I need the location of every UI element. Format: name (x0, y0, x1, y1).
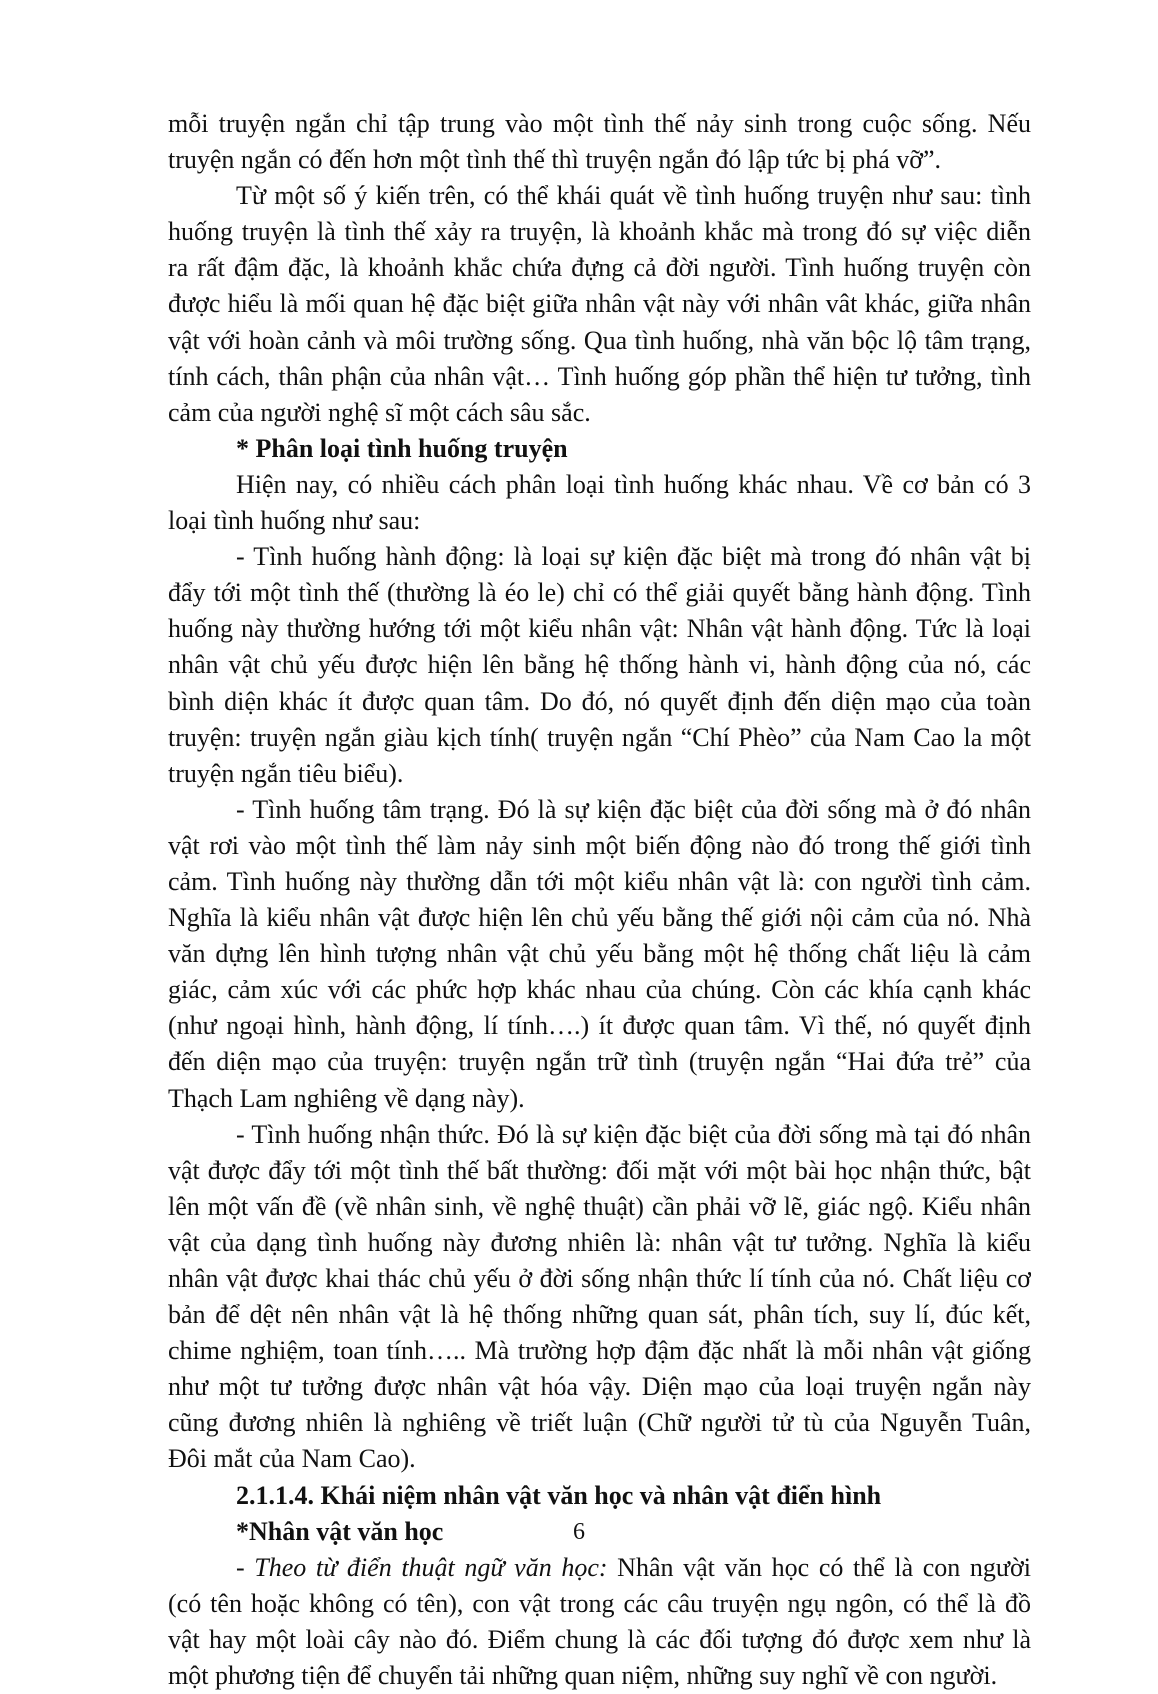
subsection-heading: *Nhân vật văn học (236, 1516, 444, 1546)
paragraph-line: truyện ngắn có đến hơn một tình thế thì truyện ngắn đó lập tức bị phá vỡ”. (168, 145, 942, 175)
paragraph-line: cảm. Tình huống này thường dẫn tới một kiểu nhân vật là: con người tình cảm. (168, 866, 1031, 896)
paragraph-line: Đôi mắt của Nam Cao). (168, 1444, 416, 1474)
paragraph-line: nhân vật được khai thác chủ yếu ở đời sống nhận thức lí tính của nó. Chất liệu cơ (168, 1264, 1031, 1293)
definition-text: Nhân vật văn học có thể là con người (617, 1552, 1031, 1582)
paragraph-line: huống này thường hướng tới một kiểu nhân vật: Nhân vật hành động. Tức là loại (168, 614, 1031, 644)
paragraph-line: Nghĩa là kiểu nhân vật được hiện lên chủ yếu bằng thế giới nội cảm của nó. Nhà (168, 903, 1031, 933)
paragraph-line: vật hay một loài cây nào đó. Điểm chung là các đối tượng đó được xem như là (168, 1624, 1031, 1654)
paragraph-line: cảm của người nghệ sĩ một cách sâu sắc. (168, 397, 591, 427)
paragraph-line: tính cách, thân phận của nhân vật… Tình huống góp phần thể hiện tư tưởng, tình (168, 361, 1031, 391)
paragraph-line: - Tình huống tâm trạng. Đó là sự kiện đặc biệt của đời sống mà ở đó nhân (236, 794, 1031, 824)
paragraph-line: văn dựng lên hình tượng nhân vật chủ yếu bằng một hệ thống chất liệu là cảm (168, 939, 1031, 969)
definition-source: Theo từ điển thuật ngữ văn học: (254, 1552, 608, 1582)
paragraph-line: bình diện khác ít được quan tâm. Do đó, nó quyết định đến diện mạo của toàn (168, 686, 1031, 716)
paragraph-line: nhân vật chủ yếu được hiện lên bằng hệ thống hành vi, hành động của nó, các (168, 650, 1031, 680)
paragraph-line: Thạch Lam nghiêng về dạng này). (168, 1083, 525, 1113)
paragraph-line: - Tình huống nhận thức. Đó là sự kiện đặc biệt của đời sống mà tại đó nhân (236, 1119, 1031, 1149)
section-heading: * Phân loại tình huống truyện (236, 433, 568, 463)
paragraph-line: Từ một số ý kiến trên, có thể khái quát về tình huống truyện như sau: tình (236, 181, 1031, 211)
paragraph-line: vật rơi vào một tình thế làm nảy sinh một biến động nào đó trong thế giới tình (168, 830, 1031, 860)
paragraph-line (168, 1550, 1031, 1586)
paragraph-line: chime nghiệm, toan tính….. Mà trường hợp đậm đặc nhất là mỗi nhân vật giống (168, 1336, 1031, 1366)
paragraph-line: được hiểu là mối quan hệ đặc biệt giữa nhân vật này với nhân vât khác, giữa nhân (168, 289, 1031, 319)
section-heading: 2.1.1.4. Khái niệm nhân vật văn học và nhân vật điển hình (236, 1480, 882, 1510)
dash-prefix: - (236, 1552, 255, 1582)
paragraph-line: bản để dệt nên nhân vật là hệ thống những quan sát, phân tích, suy lí, đúc kết, (168, 1300, 1031, 1330)
paragraph-line: Hiện nay, có nhiều cách phân loại tình huống khác nhau. Về cơ bản có 3 (236, 469, 1031, 499)
paragraph-line: vật với hoàn cảnh và môi trường sống. Qua tình huống, nhà văn bộc lộ tâm trạng, (168, 325, 1031, 355)
page-number: 6 (573, 1519, 585, 1545)
paragraph-line: ra rất đậm đặc, là khoảnh khắc chứa đựng cả đời người. Tình huống truyện còn (168, 253, 1031, 283)
paragraph-line: đến diện mạo của truyện: truyện ngắn trữ tình (truyện ngắn “Hai đứa trẻ” của (168, 1047, 1031, 1077)
paragraph-line: một phương tiện để chuyển tải những quan niệm, những suy nghĩ về con người. (168, 1661, 998, 1691)
paragraph-line: huống truyện là tình thế xảy ra truyện, là khoảnh khắc mà trong đó sự việc diễn (168, 217, 1031, 247)
paragraph-line: truyện ngắn tiêu biểu). (168, 758, 404, 788)
paragraph-line: (có tên hoặc không có tên), con vật trong các câu truyện ngụ ngôn, có thể là đồ (168, 1588, 1031, 1618)
paragraph-line: truyện: truyện ngắn giàu kịch tính( truyện ngắn “Chí Phèo” của Nam Cao la một (168, 722, 1031, 752)
document-page (168, 106, 1031, 1694)
paragraph-line: (như ngoại hình, hành động, lí tính….) ít được quan tâm. Vì thế, nó quyết định (168, 1011, 1031, 1041)
paragraph-line: vật được đẩy tới một tình thế bất thường: đối mặt với một bài học nhận thức, bật (168, 1155, 1031, 1185)
paragraph-line: - Tình huống hành động: là loại sự kiện đặc biệt mà trong đó nhân vật bị (236, 542, 1031, 572)
paragraph-line: mỗi truyện ngắn chỉ tập trung vào một tình thế nảy sinh trong cuộc sống. Nếu (168, 109, 1031, 138)
paragraph-line: giác, cảm xúc với các phức hợp khác nhau của chúng. Còn các khía cạnh khác (168, 975, 1031, 1005)
paragraph-line: loại tình huống như sau: (168, 506, 421, 536)
paragraph-line: lên một vấn đề (về nhân sinh, về nghệ thuật) cần phải vỡ lẽ, giác ngộ. Kiểu nhân (168, 1191, 1031, 1221)
paragraph-line: đẩy tới một tình thế (thường là éo le) chỉ có thể giải quyết bằng hành động. Tình (168, 578, 1031, 608)
paragraph-line: vật của dạng tình huống này đương nhiên là: nhân vật tư tưởng. Nghĩa là kiểu (168, 1227, 1031, 1257)
paragraph-line: cũng đương nhiên là nghiêng về triết luận (Chữ người tử tù của Nguyễn Tuân, (168, 1408, 1031, 1438)
paragraph-line: như một tư tưởng được nhân vật hóa vậy. Diện mạo của loại truyện ngắn này (168, 1372, 1031, 1402)
